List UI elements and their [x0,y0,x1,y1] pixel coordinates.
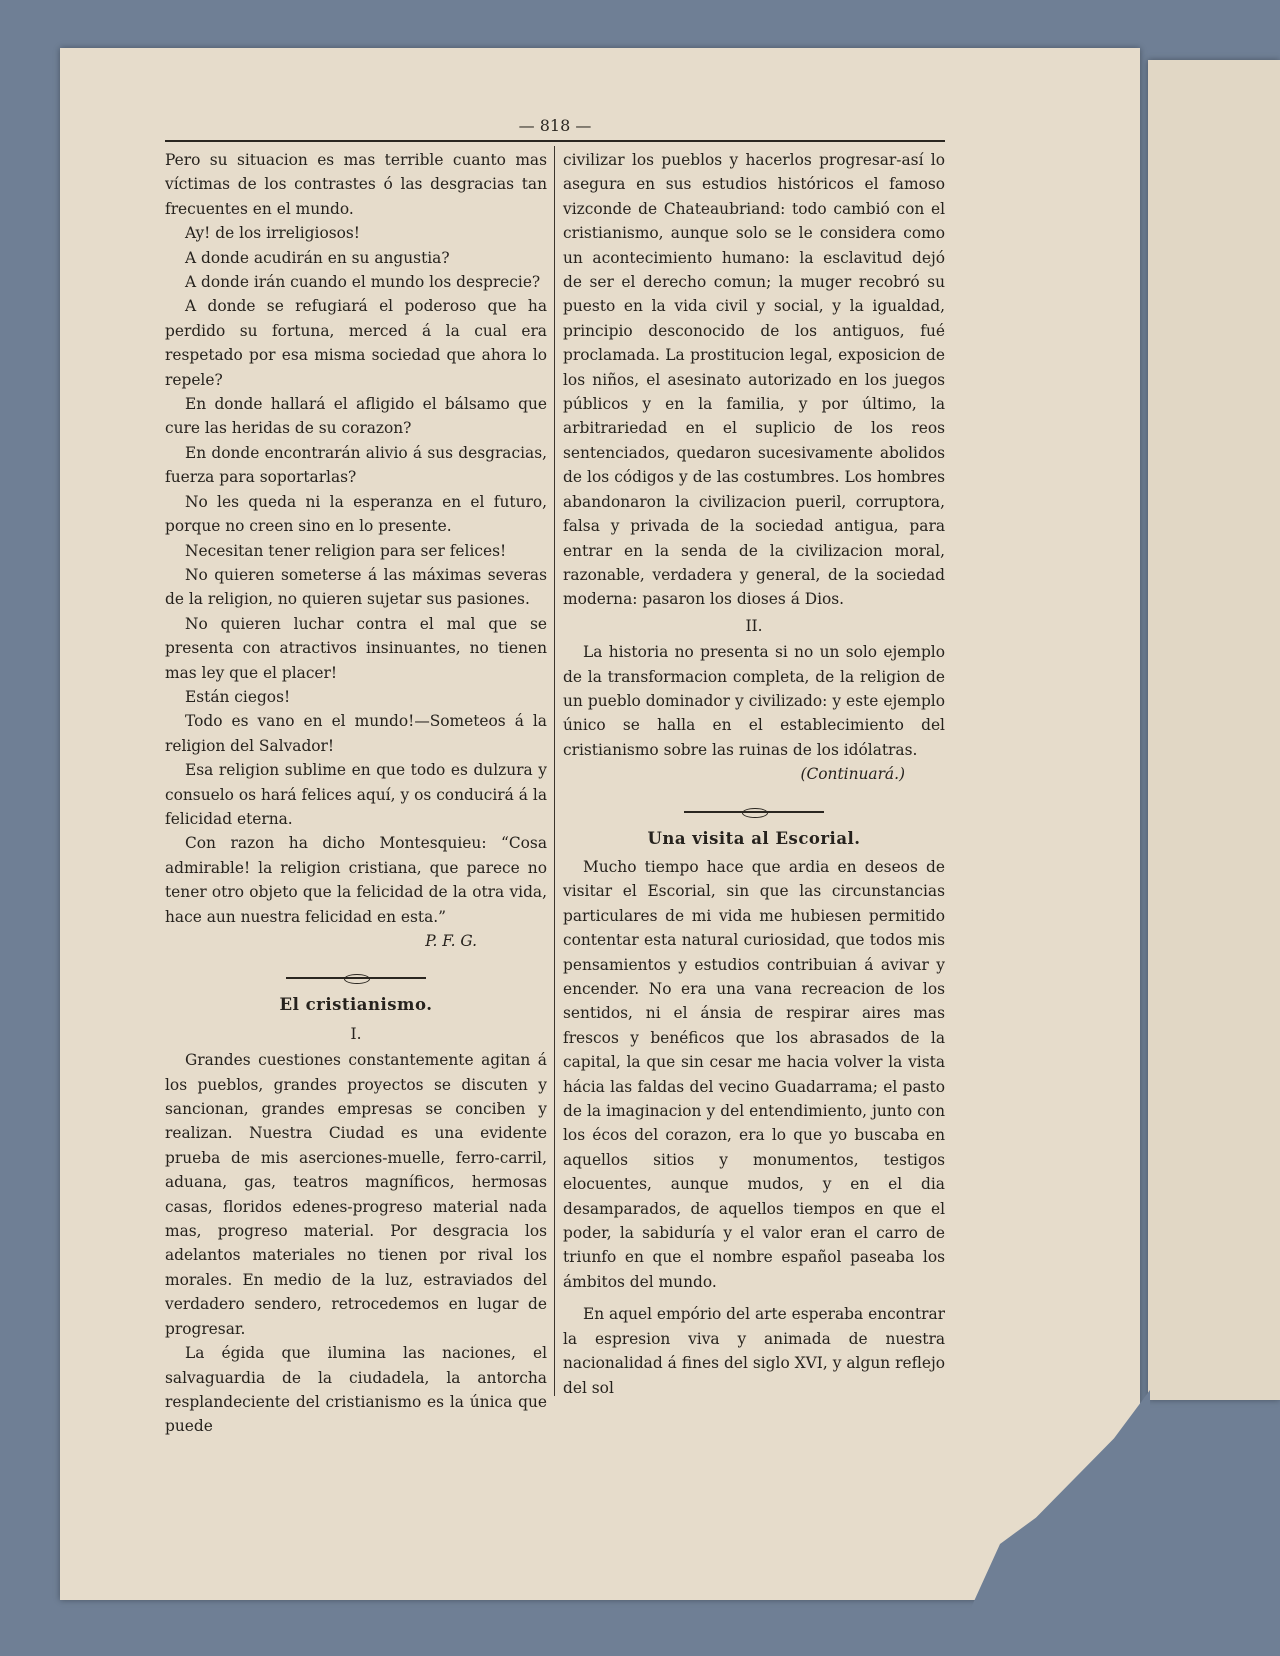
left-column [165,148,547,1439]
section-number: II. [745,616,763,635]
paragraph: En aquel empório del arte esperaba encontrar la espresion viva y animada de nuestra nacionalidad á fines del siglo XVI, y algun reflejo del sol [563,1305,945,1397]
page-number: — 818 — [518,116,592,135]
paragraph: No quieren someterse á las máximas severas de la religion, no quieren sujetar sus pasiones. [165,565,547,609]
continued-note: (Continuará.) [800,765,905,784]
signature: P. F. G. [425,932,477,950]
header-rule [165,140,945,142]
paragraph: No quieren luchar contra el mal que se presenta con atractivos insinuantes, no tienen mas ley que el placer! [165,614,547,682]
paragraph: Todo es vano en el mundo!—Someteos á la religion del Salvador! [165,712,547,755]
paragraph: A donde irán cuando el mundo los desprecie? [185,273,541,292]
right-column [563,148,945,1400]
paragraph: Mucho tiempo hace que ardia en deseos de visitar el Escorial, sin que las circunstancias particulares de mi vida me hubiesen permitido contentar esta natural curiosidad, que todos mis pensamientos y estudios contribuian á avivar y encender. No era una vana recreacion de los sentidos, ni el ánsia de respirar aires mas frescos y benéficos que los abrasados de la capital, la que sin cesar me hacia volver la vista hácia las faldas del vecino Guadarrama; el pasto de la imaginacion y del entendimiento, junto con los écos del corazon, era lo que yo buscaba en aquellos sitios y monumentos, testigos elocuentes, aunque mudos, y en el dia desamparados, de aquellos tiempos en que el poder, la sabiduría y el valor eran el carro de triunfo en que el nombre español paseaba los ámbitos del mundo. [563,857,945,1291]
paragraph: civilizar los pueblos y hacerlos progresar-así lo asegura en sus estudios históricos el famoso vizconde de Chateaubriand: todo cambió con el cristianismo, aunque solo se le considera como un acontecimiento humano: la esclavitud dejó de ser el derecho comun; la muger recobró su puesto en la vida civil y social, y la igualdad, principio desconocido de los antiguos, fué proclamada. La prostitucion legal, exposicion de los niños, el asesinato autorizado en los juegos públicos y en la familia, y por último, la arbitrariedad en el suplicio de los reos sentenciados, quedaron sucesivamente abolidos de los códigos y de las costumbres. Los hombres abandonaron la civilizacion pueril, corruptora, falsa y privada de la sociedad antigua, para entrar en la senda de la civilizacion moral, razonable, verdadera y general, de la sociedad moderna: pasaron los dioses á Dios. [563,151,945,609]
paragraph: Ay! de los irreligiosos! [185,224,360,243]
paragraph: Con razon ha dicho Montesquieu: “Cosa admirable! la religion cristiana, que parece no tener otro objeto que la felicidad de la otra vida, hace aun nuestra felicidad en esta.” [165,834,547,926]
paragraph: Grandes cuestiones constantemente agitan á los pueblos, grandes proyectos se discuten y sancionan, grandes empresas se conciben y realizan. Nuestra Ciudad es una evidente prueba de mis aserciones-muelle, ferro-carril, aduana, gas, teatros magníficos, hermosas casas, floridos edenes-progreso material nada mas, progreso material. Por desgracia los adelantos materiales no tienen por rival los morales. En medio de la luz, estraviados del verdadero sendero, retrocedemos en lugar de progresar. [165,1051,547,1338]
paragraph: A donde se refugiará el poderoso que ha perdido su fortuna, merced á la cual era respetado por esa misma sociedad que ahora lo repele? [165,297,547,389]
paragraph: Están ciegos! [185,687,291,706]
paragraph: No les queda ni la esperanza en el futuro, porque no creen sino en lo presente. [165,492,547,536]
paragraph: A donde acudirán en su angustia? [185,248,450,267]
column-divider [554,146,555,1396]
paragraph: La égida que ilumina las naciones, el salvaguardia de la ciudadela, la antorcha resplandeciente del cristianismo es la única que puede [165,1344,547,1436]
paragraph: En donde hallará el afligido el bálsamo que cure las heridas de su corazon? [165,395,547,438]
article-title: Una visita al Escorial. [647,828,861,848]
adjacent-page-edge [1148,60,1280,1400]
paragraph: Pero su situacion es mas terrible cuanto mas víctimas de los contrastes ó las desgracias tan frecuentes en el mundo. [165,151,547,218]
section-title: El cristianismo. [279,995,433,1015]
paragraph: La historia no presenta si no un solo ejemplo de la transformacion completa, de la religion de un pueblo dominador y civilizado: y este ejemplo único se halla en el establecimiento del cristianismo sobre las ruinas de los idólatras. [563,643,945,759]
paragraph: En donde encontrarán alivio á sus desgracias, fuerza para soportarlas? [165,443,547,487]
paragraph: Necesitan tener religion para ser felices! [185,541,507,560]
ornament-divider [165,965,547,981]
ornament-divider [563,799,945,815]
paragraph: Esa religion sublime en que todo es dulzura y consuelo os hará felices aquí, y os conducirá á la felicidad eterna. [165,761,547,828]
section-number: I. [350,1024,362,1043]
